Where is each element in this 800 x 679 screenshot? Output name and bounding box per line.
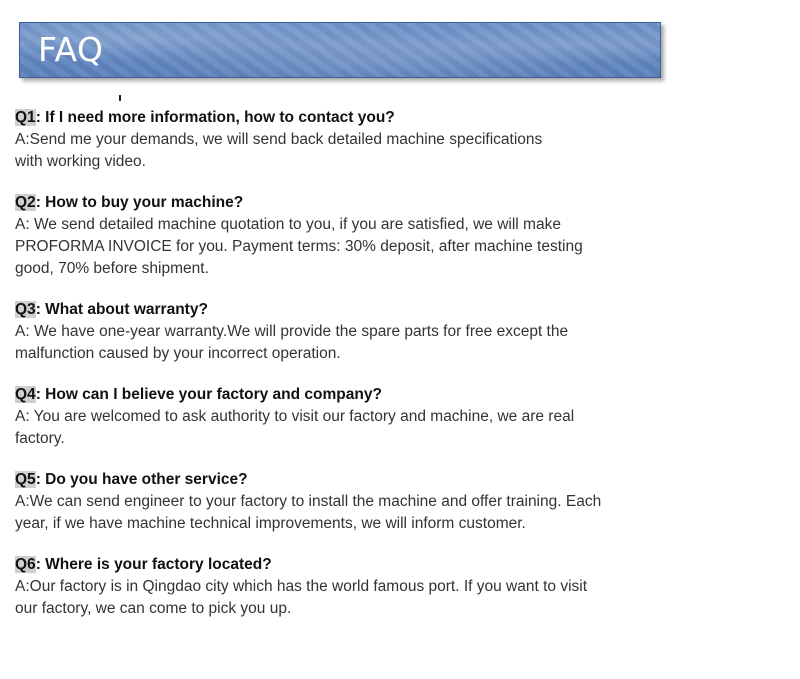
question-number: Q5 — [15, 471, 36, 488]
question-text: : If I need more information, how to contact you? — [35, 109, 395, 126]
faq-answer: A:We can send engineer to your factory to install the machine and offer training. Each year, if we have machine technical improvements, we will inform customer. — [15, 493, 602, 532]
stray-mark — [119, 95, 121, 101]
question-number: Q3 — [15, 301, 36, 318]
faq-answer: A: We send detailed machine quotation to you, if you are satisfied, we will make PROFORMA INVOICE for you. Payment terms: 30% deposit, after machine testing good, 70% before shipment. — [15, 216, 583, 277]
question-number: Q4 — [15, 386, 36, 403]
question-number: Q2 — [15, 194, 36, 211]
question-text: : Where is your factory located? — [35, 556, 272, 573]
faq-answer: A:Send me your demands, we will send back detailed machine specifications with working video. — [15, 131, 543, 170]
question-text: : How can I believe your factory and company? — [35, 386, 382, 403]
faq-item-6 — [15, 554, 615, 620]
faq-item-1 — [15, 107, 615, 173]
question-number: Q6 — [15, 556, 36, 573]
faq-question — [15, 384, 615, 406]
faq-item-2 — [15, 192, 615, 280]
question-text: : Do you have other service? — [35, 471, 248, 488]
faq-answer: A: We have one-year warranty.We will provide the spare parts for free except the malfunction caused by your incorrect operation. — [15, 323, 569, 362]
faq-question — [15, 299, 615, 321]
faq-item-3 — [15, 299, 615, 365]
faq-question — [15, 107, 615, 129]
faq-question — [15, 554, 615, 576]
faq-item-4 — [15, 384, 615, 450]
question-text: : What about warranty? — [35, 301, 208, 318]
faq-question — [15, 192, 615, 214]
question-number: Q1 — [15, 109, 36, 126]
faq-question — [15, 469, 615, 491]
page-title: FAQ — [38, 30, 104, 69]
faq-list — [15, 107, 615, 639]
question-text: : How to buy your machine? — [35, 194, 244, 211]
faq-banner — [19, 22, 661, 78]
faq-item-5 — [15, 469, 615, 535]
faq-answer: A:Our factory is in Qingdao city which has the world famous port. If you want to visit our factory, we can come to pick you up. — [15, 578, 588, 617]
faq-answer: A: You are welcomed to ask authority to visit our factory and machine, we are real factory. — [15, 408, 575, 447]
